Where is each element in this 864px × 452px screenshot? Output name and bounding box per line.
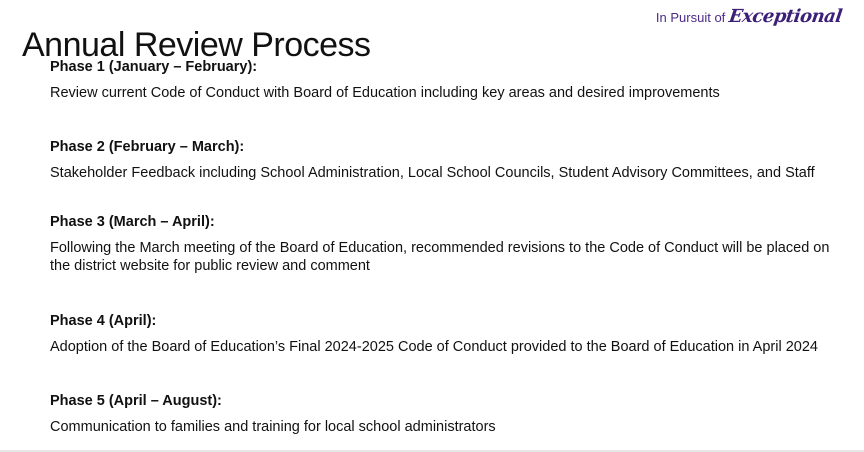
phase-item	[50, 312, 850, 356]
phase-heading: Phase 2 (February – March):	[50, 139, 245, 155]
phase-item	[50, 213, 850, 275]
phase-description: Adoption of the Board of Education’s Final 2024-2025 Code of Conduct provided to the Board of Education in April 2024	[50, 339, 818, 355]
phase-heading: Phase 1 (January – February):	[50, 59, 258, 75]
phase-heading: Phase 4 (April):	[50, 313, 157, 329]
phase-item	[50, 58, 850, 102]
phase-heading: Phase 3 (March – April):	[50, 214, 215, 230]
phase-description: Communication to families and training for local school administrators	[50, 419, 496, 435]
phase-description: Following the March meeting of the Board of Education, recommended revisions to the Code of Conduct will be placed on the district website for public review and comment	[50, 240, 830, 274]
phase-heading: Phase 5 (April – August):	[50, 393, 222, 409]
brand-tagline	[656, 6, 842, 30]
phase-item	[50, 138, 850, 182]
slide-title: Annual Review Process	[22, 25, 371, 64]
phase-item	[50, 392, 850, 436]
phase-description: Review current Code of Conduct with Board of Education including key areas and desired improvements	[50, 85, 720, 101]
brand-tagline-script: Exceptional	[727, 6, 844, 27]
phase-description: Stakeholder Feedback including School Administration, Local School Councils, Student Advisory Committees, and Staff	[50, 165, 815, 181]
brand-tagline-prefix: In Pursuit of	[655, 10, 726, 25]
